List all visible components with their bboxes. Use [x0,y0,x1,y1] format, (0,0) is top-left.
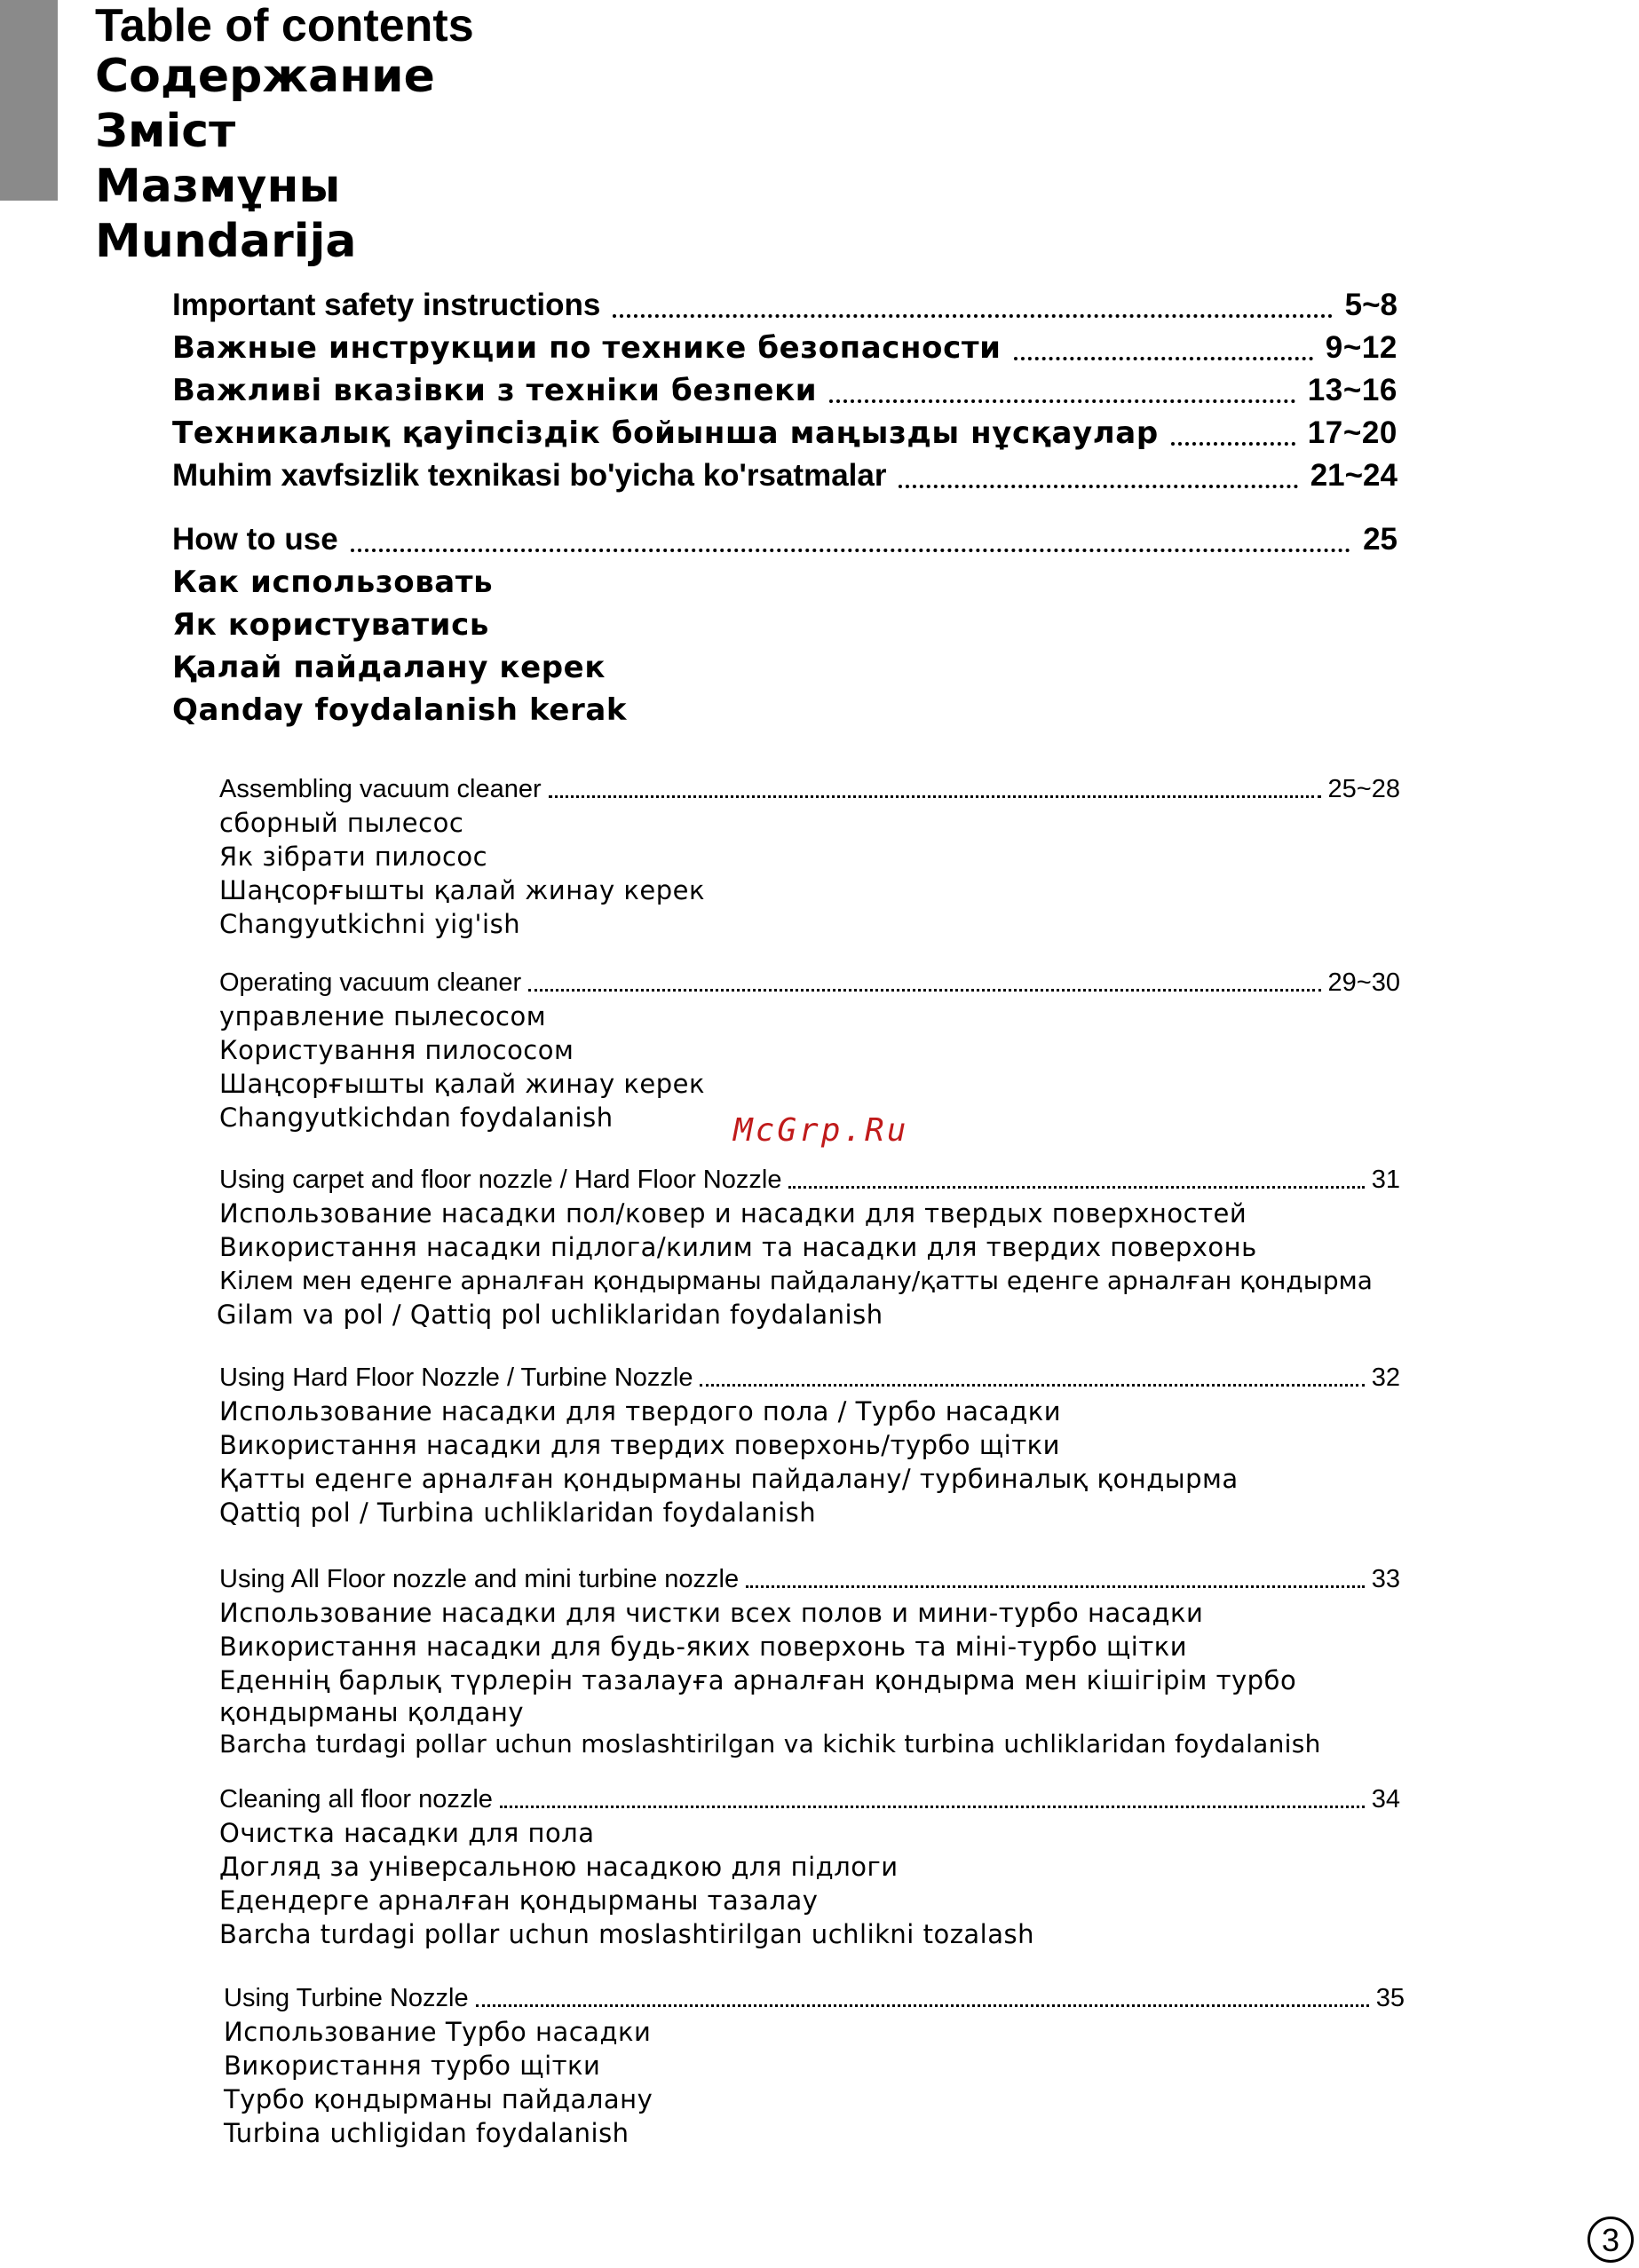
dot-leader [549,795,1321,798]
toc-entry[interactable] [172,284,1398,327]
toc-entry-label: Important safety instructions [172,288,601,322]
toc-subentry-label: Assembling vacuum cleaner [219,775,542,803]
page-number-badge [1588,2217,1634,2263]
toc-translation: управление пылесосом [219,1001,547,1031]
dot-leader [1171,442,1295,446]
toc-translation: Использование насадки для твердого пола / Турбо насадки [219,1396,1062,1426]
toc-subentry-page: 34 [1371,1785,1400,1814]
page-titles [95,0,474,269]
toc-subentry[interactable] [219,1782,1400,1816]
toc-subentry-label: Using All Floor nozzle and mini turbine nozzle [219,1565,740,1593]
toc-translation: Очистка насадки для пола [219,1818,595,1848]
dot-leader [500,1806,1365,1808]
page-title-en: Table of contents [95,0,474,51]
toc-entry-page: 17~20 [1307,415,1398,450]
toc-subentry-page: 31 [1371,1166,1400,1194]
main-toc [172,284,1398,731]
toc-subentry[interactable] [224,1981,1405,2015]
toc-subsection [219,1361,1400,1529]
toc-subentry-page: 33 [1371,1565,1400,1593]
toc-translation: Использование насадки пол/ковер и насадки для твердых поверхностей [219,1198,1247,1229]
toc-entry[interactable] [172,454,1398,497]
dot-leader [613,314,1332,318]
toc-translation: Қалай пайдалану керек [172,650,606,685]
dot-leader [746,1585,1365,1588]
toc-translation: Barcha turdagi pollar uchun moslashtirilgan va kichik turbina uchliklaridan foydalanish [219,1729,1321,1758]
toc-entry-page: 9~12 [1325,330,1398,365]
toc-translation: Использование Турбо насадки [224,2017,652,2047]
toc-subentry[interactable] [219,772,1400,806]
toc-entry[interactable] [172,412,1398,454]
toc-subentry[interactable] [219,1562,1400,1596]
dot-leader [476,2004,1369,2007]
toc-translation: Користування пилососом [219,1035,574,1065]
toc-subentry-label: Using Hard Floor Nozzle / Turbine Nozzle [219,1363,693,1392]
toc-translation: Qanday foydalanish kerak [172,692,628,728]
toc-translation: сборный пылесос [219,808,464,838]
toc-translation: Турбо қондырманы пайдалану [224,2084,653,2114]
page-title-uz: Mundarija [95,215,357,268]
watermark: McGrp.Ru [733,1112,909,1149]
toc-subsection [219,772,1400,941]
toc-subentry-label: Using Turbine Nozzle [224,1984,469,2012]
dot-leader [700,1384,1364,1387]
toc-translation: Changyutkichni yig'ish [219,909,521,939]
toc-subsection [219,966,1400,1134]
page-title-uk: Зміст [95,105,236,158]
toc-entry-label: Важные инструкции по технике безопасности [172,330,1002,366]
toc-entry-page: 5~8 [1344,288,1398,322]
toc-subentry[interactable] [219,1163,1400,1197]
toc-translation: Використання насадки підлога/килим та насадки для твердих поверхонь [219,1232,1257,1262]
toc-entry-label: How to use [172,522,338,557]
how-to-use-block [172,518,1398,731]
toc-translation: Qattiq pol / Turbina uchliklaridan foydalanish [219,1498,817,1528]
toc-translation: Використання турбо щітки [224,2051,601,2081]
dot-leader [899,485,1297,488]
page-title-ru: Содержание [95,50,435,103]
toc-entry-label: Техникалық қауіпсіздік бойынша маңызды нұсқаулар [172,415,1159,451]
toc-translation: Қатты еденге арналған қондырманы пайдалану/ турбиналық қондырма [219,1464,1239,1494]
toc-subentry-label: Operating vacuum cleaner [219,968,522,997]
toc-subsection [219,1782,1400,1951]
dot-leader [1014,357,1313,360]
dot-leader [528,989,1320,992]
toc-translation: Еденнің барлық түрлерін тазалауға арналған қондырма мен кішігірім турбо [219,1665,1297,1695]
dot-leader [351,549,1350,552]
toc-translation: Changyutkichdan foydalanish [219,1102,614,1133]
toc-translation: Turbina uchligidan foydalanish [224,2118,629,2148]
dot-leader [788,1186,1364,1189]
toc-translation: Шаңсорғышты қалай жинау керек [219,1069,705,1099]
toc-translation: Використання насадки для будь-яких поверхонь та міні-турбо щітки [219,1632,1188,1662]
toc-subsection [219,1562,1400,1761]
page-title-kk: Мазмұны [95,160,341,213]
toc-translation: қондырманы қолдану [219,1697,525,1727]
toc-subentry-label: Using carpet and floor nozzle / Hard Floor Nozzle [219,1166,782,1194]
toc-subentry[interactable] [219,966,1400,1000]
toc-entry-page: 21~24 [1310,458,1398,493]
toc-translation: Як користуватись [172,607,489,643]
toc-translation: Використання насадки для твердих поверхонь/турбо щітки [219,1430,1060,1460]
toc-subentry-page: 25~28 [1327,775,1400,803]
toc-subentry-label: Cleaning all floor nozzle [219,1785,493,1814]
toc-translation: Как использовать [172,565,494,600]
toc-entry-page: 25 [1363,522,1398,557]
toc-translation: Як зібрати пилосос [219,842,488,872]
toc-translation: Догляд за універсальною насадкою для підлоги [219,1852,899,1882]
toc-translation: Использование насадки для чистки всех полов и мини-турбо насадки [219,1598,1204,1628]
toc-entry[interactable] [172,369,1398,412]
toc-subsection [224,1981,1405,2150]
dot-leader [829,399,1295,403]
toc-translation: Едендерге арналған қондырманы тазалау [219,1885,819,1916]
toc-entry-label: Muhim xavfsizlik texnikasi bo'yicha ko'rsatmalar [172,458,887,493]
toc-entry[interactable] [172,327,1398,369]
toc-subentry-page: 35 [1375,1984,1405,2012]
toc-subsection [219,1163,1400,1332]
page-number: 3 [1601,2222,1620,2258]
toc-translation: Кілем мен еденге арналған қондырманы пайдалану/қатты еденге арналған қондырма [219,1266,1373,1295]
toc-translation: Barcha turdagi pollar uchun moslashtirilgan uchlikni tozalash [219,1919,1035,1949]
toc-entry-label: Важливі вказівки з техніки безпеки [172,373,818,408]
toc-subentry-page: 29~30 [1327,968,1400,997]
safety-block [172,284,1398,497]
toc-translation: Шаңсорғышты қалай жинау керек [219,875,705,905]
toc-subentry[interactable] [219,1361,1400,1395]
toc-subentry-page: 32 [1371,1363,1400,1392]
toc-entry[interactable] [172,518,1398,561]
section-tab-marker [0,0,58,201]
toc-entry-page: 13~16 [1307,373,1398,407]
toc-translation: Gilam va pol / Qattiq pol uchliklaridan foydalanish [217,1300,883,1330]
